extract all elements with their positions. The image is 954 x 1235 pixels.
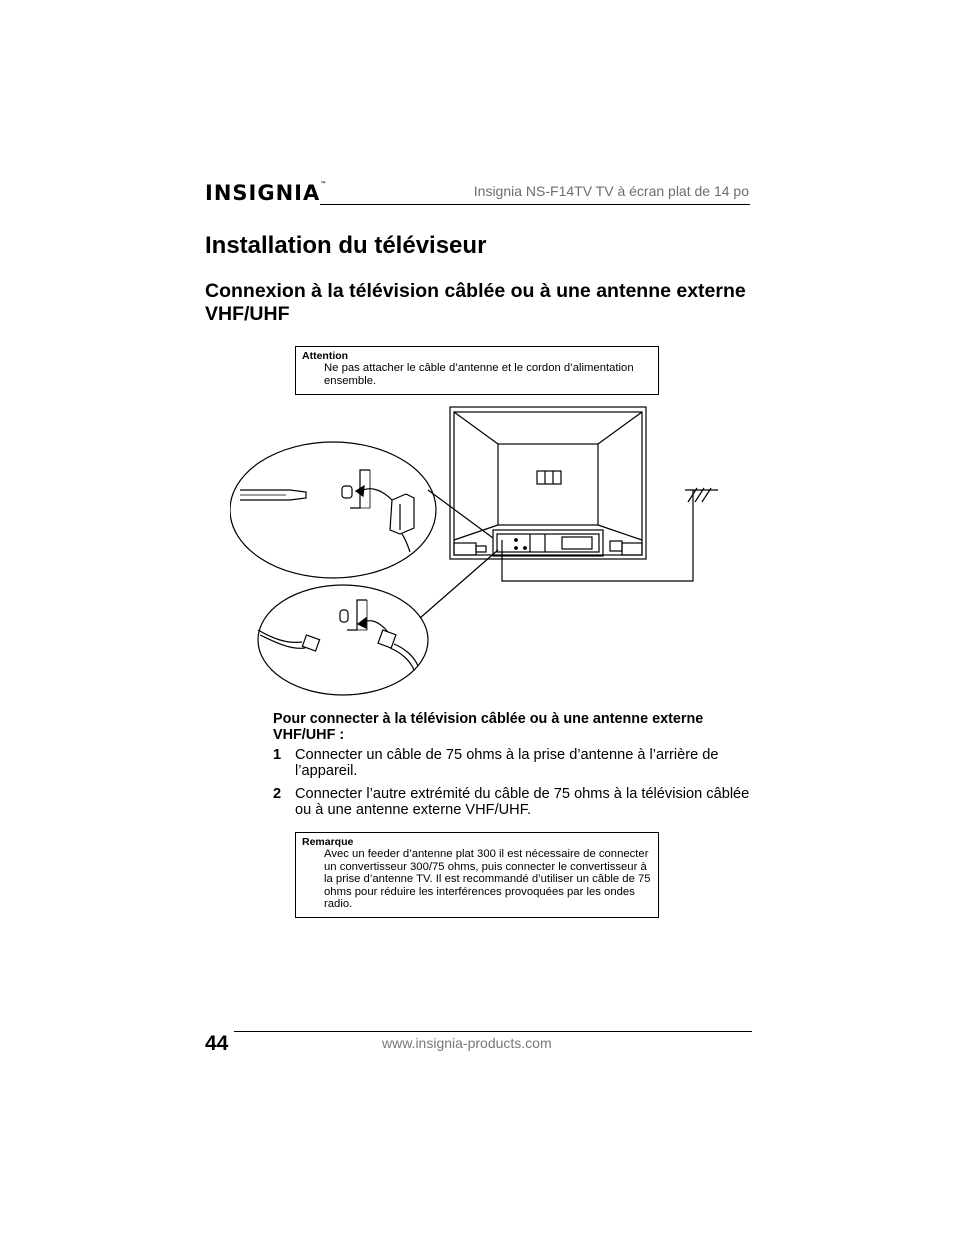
procedure-step-2: [273, 786, 753, 818]
antenna-icon: [685, 488, 718, 504]
page-title: Installation du téléviseur: [205, 232, 487, 259]
note-text: Avec un feeder d’antenne plat 300 il est nécessaire de connecter un convertisseur 300/75 ohms, puis connecter le convertisseur à la prise d’antenne TV. Il est recommandé d’utiliser un câble de 75 ohms pour réduire les interférences provoquées par les ondes radio.: [324, 848, 651, 911]
step-text: Connecter l’autre extrémité du câble de 75 ohms à la télévision câblée ou à une antenne externe VHF/UHF.: [295, 786, 750, 818]
brand-logo: INSIGNIA™: [205, 181, 327, 205]
tv-rear-illustration: [450, 407, 646, 559]
header-divider: [320, 204, 750, 205]
page-number: 44: [205, 1032, 229, 1055]
step-number: 2: [273, 786, 282, 802]
note-label: Remarque: [302, 836, 354, 848]
coax-cable-detail: [258, 585, 428, 695]
attention-text: Ne pas attacher le câble d’antenne et le cordon d’alimentation ensemble.: [324, 362, 634, 387]
attention-box: [295, 346, 659, 395]
flat-feeder-detail: [230, 442, 436, 578]
section-title: Connexion à la télévision câblée ou à une antenne externe VHF/UHF: [205, 280, 746, 325]
antenna-connection-illustration: [230, 400, 730, 700]
procedure-step-1: [273, 747, 753, 779]
header-product-title: Insignia NS-F14TV TV à écran plat de 14 po: [473, 183, 749, 199]
step-number: 1: [273, 747, 282, 763]
procedure-title: Pour connecter à la télévision câblée ou à une antenne externe VHF/UHF :: [273, 711, 704, 743]
step-text: Connecter un câble de 75 ohms à la prise d’antenne à l’arrière de l’appareil.: [295, 747, 719, 779]
footer-divider: [234, 1031, 752, 1032]
footer-url: www.insignia-products.com: [382, 1035, 552, 1051]
attention-label: Attention: [302, 350, 349, 362]
note-box: [295, 832, 659, 918]
